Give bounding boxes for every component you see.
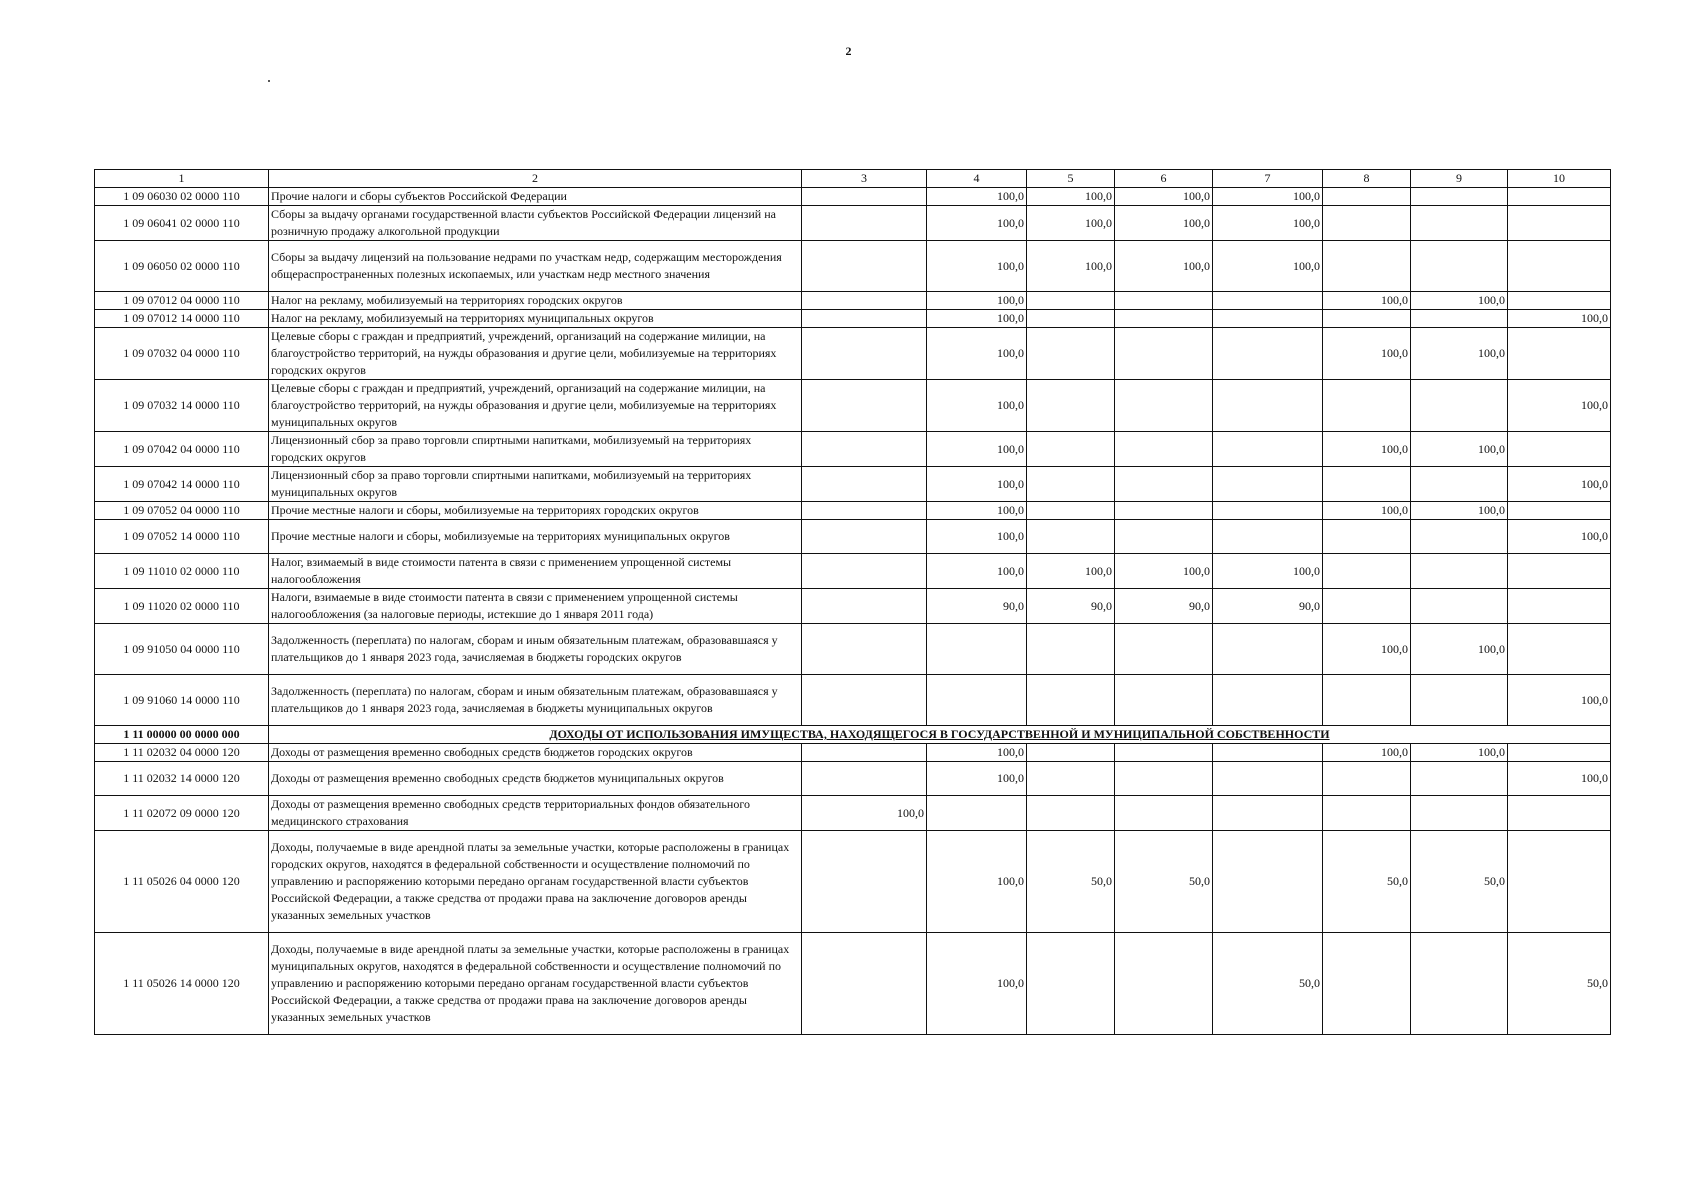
value-col-6 (1115, 520, 1213, 554)
page-number: 2 (845, 44, 852, 58)
value-col-5 (1027, 744, 1115, 762)
value-col-9: 100,0 (1411, 624, 1508, 675)
revenue-table (94, 169, 1611, 1035)
value-col-6 (1115, 762, 1213, 796)
value-col-8 (1323, 206, 1411, 241)
value-col-7 (1213, 310, 1323, 328)
row-code: 1 09 06041 02 0000 110 (95, 206, 269, 241)
value-col-10: 100,0 (1508, 675, 1611, 726)
row-description: Целевые сборы с граждан и предприятий, учреждений, организаций на содержание милиции, на благоустройство территорий, на нужды образования и другие цели, мобилизуемые на территориях муниципальных округов (269, 380, 802, 432)
value-col-3 (802, 554, 927, 589)
row-description: Целевые сборы с граждан и предприятий, учреждений, организаций на содержание милиции, на благоустройство территорий, на нужды образования и другие цели, мобилизуемые на территориях городских округов (269, 328, 802, 380)
value-col-3 (802, 675, 927, 726)
value-col-6 (1115, 328, 1213, 380)
table-row (95, 241, 1611, 292)
column-header-7: 7 (1213, 170, 1323, 188)
value-col-9 (1411, 796, 1508, 831)
value-col-10 (1508, 206, 1611, 241)
row-code: 1 09 07042 04 0000 110 (95, 432, 269, 467)
value-col-10 (1508, 796, 1611, 831)
row-description: Сборы за выдачу лицензий на пользование недрами по участкам недр, содержащим месторождения общераспространенных полезных ископаемых, или участкам недр местного значения (269, 241, 802, 292)
value-col-6: 100,0 (1115, 241, 1213, 292)
value-col-8: 100,0 (1323, 502, 1411, 520)
row-description: Налоги, взимаемые в виде стоимости патента в связи с применением упрощенной системы налогообложения (за налоговые периоды, истекшие до 1 января 2011 года) (269, 589, 802, 624)
value-col-7 (1213, 520, 1323, 554)
value-col-4: 100,0 (927, 554, 1027, 589)
table-row (95, 206, 1611, 241)
value-col-3 (802, 933, 927, 1035)
value-col-7 (1213, 432, 1323, 467)
row-description: Доходы, получаемые в виде арендной платы за земельные участки, которые расположены в границах городских округов, находятся в федеральной собственности и осуществление полномочий по управлению и распоряжению которыми передано органам государственной власти субъектов Российской Федерации, а также средства от продажи права на заключение договоров аренды указанных земельных участков (269, 831, 802, 933)
value-col-5 (1027, 467, 1115, 502)
value-col-8 (1323, 467, 1411, 502)
value-col-7 (1213, 831, 1323, 933)
row-description: Прочие местные налоги и сборы, мобилизуемые на территориях муниципальных округов (269, 520, 802, 554)
value-col-3: 100,0 (802, 796, 927, 831)
value-col-4: 100,0 (927, 310, 1027, 328)
row-code: 1 11 02072 09 0000 120 (95, 796, 269, 831)
value-col-3 (802, 744, 927, 762)
value-col-4 (927, 624, 1027, 675)
table-row (95, 744, 1611, 762)
value-col-6 (1115, 744, 1213, 762)
value-col-3 (802, 467, 927, 502)
value-col-8: 100,0 (1323, 292, 1411, 310)
row-code: 1 09 07042 14 0000 110 (95, 467, 269, 502)
value-col-9 (1411, 467, 1508, 502)
scan-speck (268, 80, 270, 82)
row-code: 1 09 91050 04 0000 110 (95, 624, 269, 675)
table-body (95, 170, 1611, 1035)
table-row (95, 328, 1611, 380)
value-col-7 (1213, 380, 1323, 432)
value-col-10 (1508, 432, 1611, 467)
column-header-6: 6 (1115, 170, 1213, 188)
value-col-8 (1323, 241, 1411, 292)
value-col-7 (1213, 624, 1323, 675)
column-header-4: 4 (927, 170, 1027, 188)
row-code: 1 09 11020 02 0000 110 (95, 589, 269, 624)
value-col-7: 100,0 (1213, 188, 1323, 206)
value-col-6 (1115, 796, 1213, 831)
row-description: Доходы от размещения временно свободных средств бюджетов муниципальных округов (269, 762, 802, 796)
value-col-9 (1411, 241, 1508, 292)
value-col-5 (1027, 520, 1115, 554)
value-col-5 (1027, 502, 1115, 520)
value-col-5: 100,0 (1027, 241, 1115, 292)
column-header-3: 3 (802, 170, 927, 188)
value-col-5 (1027, 762, 1115, 796)
value-col-4: 100,0 (927, 831, 1027, 933)
value-col-3 (802, 624, 927, 675)
row-code: 1 09 11010 02 0000 110 (95, 554, 269, 589)
column-number-row (95, 170, 1611, 188)
value-col-5 (1027, 933, 1115, 1035)
value-col-9: 100,0 (1411, 744, 1508, 762)
value-col-3 (802, 831, 927, 933)
value-col-4: 100,0 (927, 502, 1027, 520)
value-col-10: 100,0 (1508, 380, 1611, 432)
value-col-6 (1115, 310, 1213, 328)
row-description: Доходы от размещения временно свободных средств территориальных фондов обязательного медицинского страхования (269, 796, 802, 831)
value-col-8 (1323, 796, 1411, 831)
value-col-6 (1115, 502, 1213, 520)
value-col-8 (1323, 933, 1411, 1035)
row-code: 1 09 07032 14 0000 110 (95, 380, 269, 432)
section-title: ДОХОДЫ ОТ ИСПОЛЬЗОВАНИЯ ИМУЩЕСТВА, НАХОДЯЩЕГОСЯ В ГОСУДАРСТВЕННОЙ И МУНИЦИПАЛЬНОЙ СОБСТВЕННОСТИ (269, 726, 1611, 744)
row-code: 1 09 06050 02 0000 110 (95, 241, 269, 292)
value-col-9 (1411, 188, 1508, 206)
table-row (95, 589, 1611, 624)
value-col-4: 100,0 (927, 432, 1027, 467)
value-col-8: 100,0 (1323, 328, 1411, 380)
value-col-9 (1411, 520, 1508, 554)
value-col-7 (1213, 675, 1323, 726)
value-col-9 (1411, 206, 1508, 241)
row-description: Доходы от размещения временно свободных средств бюджетов городских округов (269, 744, 802, 762)
value-col-10 (1508, 831, 1611, 933)
value-col-5: 100,0 (1027, 554, 1115, 589)
row-code: 1 11 05026 14 0000 120 (95, 933, 269, 1035)
table-row (95, 432, 1611, 467)
value-col-9: 50,0 (1411, 831, 1508, 933)
section-row (95, 726, 1611, 744)
value-col-10 (1508, 502, 1611, 520)
value-col-9 (1411, 310, 1508, 328)
value-col-3 (802, 206, 927, 241)
value-col-10: 100,0 (1508, 310, 1611, 328)
table-row (95, 520, 1611, 554)
value-col-6 (1115, 432, 1213, 467)
value-col-8 (1323, 380, 1411, 432)
row-description: Прочие местные налоги и сборы, мобилизуемые на территориях городских округов (269, 502, 802, 520)
value-col-4: 100,0 (927, 188, 1027, 206)
value-col-3 (802, 762, 927, 796)
value-col-5 (1027, 310, 1115, 328)
table-row (95, 554, 1611, 589)
value-col-5 (1027, 328, 1115, 380)
value-col-8 (1323, 762, 1411, 796)
table-row (95, 624, 1611, 675)
row-code: 1 09 07012 14 0000 110 (95, 310, 269, 328)
row-description: Лицензионный сбор за право торговли спиртными напитками, мобилизуемый на территориях городских округов (269, 432, 802, 467)
value-col-10 (1508, 554, 1611, 589)
value-col-7 (1213, 292, 1323, 310)
row-code: 1 11 02032 14 0000 120 (95, 762, 269, 796)
row-code: 1 09 07012 04 0000 110 (95, 292, 269, 310)
value-col-6: 100,0 (1115, 554, 1213, 589)
value-col-4 (927, 675, 1027, 726)
value-col-3 (802, 502, 927, 520)
value-col-6: 90,0 (1115, 589, 1213, 624)
value-col-7 (1213, 502, 1323, 520)
value-col-9: 100,0 (1411, 502, 1508, 520)
value-col-4: 100,0 (927, 206, 1027, 241)
value-col-9 (1411, 589, 1508, 624)
table-row (95, 310, 1611, 328)
value-col-4: 100,0 (927, 933, 1027, 1035)
value-col-5 (1027, 292, 1115, 310)
row-description: Лицензионный сбор за право торговли спиртными напитками, мобилизуемый на территориях муниципальных округов (269, 467, 802, 502)
row-code: 1 09 07052 04 0000 110 (95, 502, 269, 520)
value-col-7 (1213, 796, 1323, 831)
table-row (95, 467, 1611, 502)
value-col-3 (802, 241, 927, 292)
value-col-6 (1115, 467, 1213, 502)
value-col-9 (1411, 380, 1508, 432)
value-col-6 (1115, 675, 1213, 726)
column-header-2: 2 (269, 170, 802, 188)
value-col-5: 90,0 (1027, 589, 1115, 624)
value-col-10 (1508, 744, 1611, 762)
value-col-6: 50,0 (1115, 831, 1213, 933)
value-col-8 (1323, 188, 1411, 206)
value-col-3 (802, 310, 927, 328)
value-col-7: 50,0 (1213, 933, 1323, 1035)
row-description: Налог, взимаемый в виде стоимости патента в связи с применением упрощенной системы налогообложения (269, 554, 802, 589)
value-col-5 (1027, 624, 1115, 675)
value-col-8: 100,0 (1323, 744, 1411, 762)
value-col-4: 100,0 (927, 292, 1027, 310)
value-col-10: 100,0 (1508, 762, 1611, 796)
table-row (95, 292, 1611, 310)
value-col-8: 50,0 (1323, 831, 1411, 933)
value-col-4: 100,0 (927, 467, 1027, 502)
value-col-4: 100,0 (927, 380, 1027, 432)
column-header-10: 10 (1508, 170, 1611, 188)
row-code: 1 11 05026 04 0000 120 (95, 831, 269, 933)
value-col-6 (1115, 624, 1213, 675)
value-col-3 (802, 589, 927, 624)
value-col-7 (1213, 744, 1323, 762)
column-header-8: 8 (1323, 170, 1411, 188)
value-col-7 (1213, 328, 1323, 380)
table-row (95, 380, 1611, 432)
value-col-7: 100,0 (1213, 206, 1323, 241)
table-row (95, 831, 1611, 933)
table-row (95, 675, 1611, 726)
row-description: Задолженность (переплата) по налогам, сборам и иным обязательным платежам, образовавшаяся у плательщиков до 1 января 2023 года, зачисляемая в бюджеты городских округов (269, 624, 802, 675)
value-col-10 (1508, 624, 1611, 675)
value-col-3 (802, 188, 927, 206)
value-col-6: 100,0 (1115, 206, 1213, 241)
value-col-10: 100,0 (1508, 520, 1611, 554)
value-col-3 (802, 432, 927, 467)
value-col-7 (1213, 762, 1323, 796)
value-col-8 (1323, 589, 1411, 624)
value-col-3 (802, 520, 927, 554)
value-col-9 (1411, 933, 1508, 1035)
row-description: Налог на рекламу, мобилизуемый на территориях муниципальных округов (269, 310, 802, 328)
column-header-1: 1 (95, 170, 269, 188)
value-col-6 (1115, 380, 1213, 432)
value-col-4 (927, 796, 1027, 831)
section-code: 1 11 00000 00 0000 000 (95, 726, 269, 744)
value-col-4: 90,0 (927, 589, 1027, 624)
table-row (95, 796, 1611, 831)
table-row (95, 502, 1611, 520)
value-col-9: 100,0 (1411, 328, 1508, 380)
value-col-5 (1027, 796, 1115, 831)
value-col-3 (802, 328, 927, 380)
value-col-9 (1411, 675, 1508, 726)
value-col-7: 90,0 (1213, 589, 1323, 624)
value-col-6 (1115, 933, 1213, 1035)
value-col-4: 100,0 (927, 762, 1027, 796)
value-col-4: 100,0 (927, 328, 1027, 380)
row-code: 1 09 07052 14 0000 110 (95, 520, 269, 554)
value-col-10 (1508, 292, 1611, 310)
row-code: 1 11 02032 04 0000 120 (95, 744, 269, 762)
value-col-5: 50,0 (1027, 831, 1115, 933)
value-col-3 (802, 380, 927, 432)
table-row (95, 933, 1611, 1035)
row-description: Доходы, получаемые в виде арендной платы за земельные участки, которые расположены в границах муниципальных округов, находятся в федеральной собственности и осуществление полномочий по управлению и распоряжению которыми передано органам государственной власти субъектов Российской Федерации, а также средства от продажи права на заключение договоров аренды указанных земельных участков (269, 933, 802, 1035)
column-header-5: 5 (1027, 170, 1115, 188)
value-col-6: 100,0 (1115, 188, 1213, 206)
value-col-8 (1323, 310, 1411, 328)
value-col-9: 100,0 (1411, 432, 1508, 467)
row-code: 1 09 06030 02 0000 110 (95, 188, 269, 206)
value-col-5 (1027, 675, 1115, 726)
value-col-10: 100,0 (1508, 467, 1611, 502)
value-col-8 (1323, 554, 1411, 589)
value-col-5 (1027, 380, 1115, 432)
value-col-4: 100,0 (927, 744, 1027, 762)
value-col-5 (1027, 432, 1115, 467)
value-col-7: 100,0 (1213, 241, 1323, 292)
table-row (95, 762, 1611, 796)
row-description: Прочие налоги и сборы субъектов Российской Федерации (269, 188, 802, 206)
column-header-9: 9 (1411, 170, 1508, 188)
value-col-10 (1508, 589, 1611, 624)
row-description: Сборы за выдачу органами государственной власти субъектов Российской Федерации лицензий на розничную продажу алкогольной продукции (269, 206, 802, 241)
row-description: Задолженность (переплата) по налогам, сборам и иным обязательным платежам, образовавшаяся у плательщиков до 1 января 2023 года, зачисляемая в бюджеты муниципальных округов (269, 675, 802, 726)
value-col-7 (1213, 467, 1323, 502)
value-col-6 (1115, 292, 1213, 310)
value-col-10 (1508, 328, 1611, 380)
value-col-4: 100,0 (927, 520, 1027, 554)
table-row (95, 188, 1611, 206)
value-col-8 (1323, 520, 1411, 554)
value-col-9: 100,0 (1411, 292, 1508, 310)
row-description: Налог на рекламу, мобилизуемый на территориях городских округов (269, 292, 802, 310)
value-col-7: 100,0 (1213, 554, 1323, 589)
value-col-8: 100,0 (1323, 624, 1411, 675)
value-col-4: 100,0 (927, 241, 1027, 292)
value-col-10 (1508, 188, 1611, 206)
row-code: 1 09 07032 04 0000 110 (95, 328, 269, 380)
value-col-8: 100,0 (1323, 432, 1411, 467)
row-code: 1 09 91060 14 0000 110 (95, 675, 269, 726)
value-col-5: 100,0 (1027, 206, 1115, 241)
value-col-9 (1411, 554, 1508, 589)
value-col-5: 100,0 (1027, 188, 1115, 206)
value-col-10 (1508, 241, 1611, 292)
value-col-3 (802, 292, 927, 310)
value-col-8 (1323, 675, 1411, 726)
value-col-9 (1411, 762, 1508, 796)
value-col-10: 50,0 (1508, 933, 1611, 1035)
